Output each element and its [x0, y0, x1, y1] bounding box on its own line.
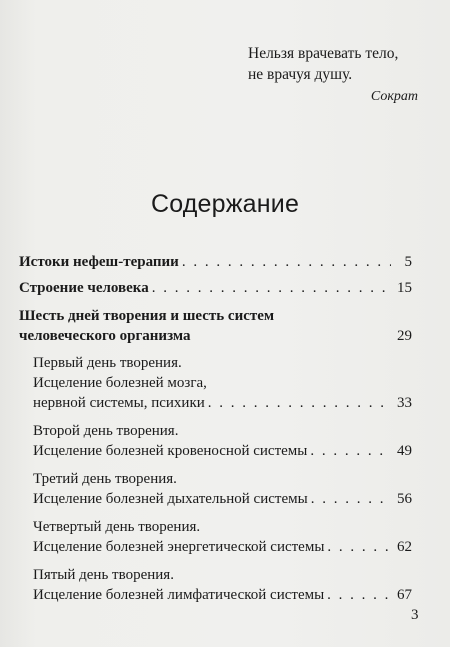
toc-page-number: 49 — [397, 443, 412, 459]
toc-entry-title: человеческого организма — [19, 328, 191, 344]
toc-entry-day-two[interactable] — [19, 421, 412, 461]
toc-page-number: 33 — [397, 395, 412, 411]
toc-entry-origins[interactable] — [19, 252, 412, 272]
toc-entry-day-three[interactable] — [19, 469, 412, 509]
epigraph-line-2: не врачуя душу. — [248, 66, 353, 83]
contents-heading: Содержание — [150, 190, 300, 218]
toc-entry-title-line: Третий день творения. — [33, 471, 177, 487]
toc-entry-title: Исцеление болезней кровеносной системы — [33, 443, 308, 459]
epigraph-line-1: Нельзя врачевать тело, — [248, 45, 399, 62]
toc-leader-dots — [152, 278, 391, 298]
toc-page-number: 5 — [404, 254, 412, 270]
toc-page-number: 62 — [397, 539, 412, 555]
toc-page-number: 29 — [397, 328, 412, 344]
toc-entry-title: Истоки нефеш-терапии — [19, 254, 179, 270]
toc-entry-title: Исцеление болезней лимфатической системы — [33, 587, 325, 603]
toc-entry-title: нервной системы, психики — [33, 395, 205, 411]
toc-entry-title: Исцеление болезней энергетической системы — [33, 539, 325, 555]
toc-leader-dots — [208, 393, 391, 413]
toc-entry-title-line: Второй день творения. — [33, 423, 179, 439]
toc-entry-human-structure[interactable] — [19, 278, 412, 298]
toc-page-number: 15 — [397, 280, 412, 296]
toc-page-number: 56 — [397, 491, 412, 507]
toc-entry-title-line: Четвертый день творения. — [33, 519, 201, 535]
toc-leader-dots — [310, 441, 391, 461]
epigraph-author: Сократ — [370, 89, 418, 104]
table-of-contents — [19, 252, 412, 605]
toc-entry-title: Строение человека — [19, 280, 149, 296]
toc-page-number: 67 — [397, 587, 412, 603]
toc-entry-title-line: Шесть дней творения и шесть систем — [19, 308, 275, 324]
toc-entry-title-line: Первый день творения. — [33, 355, 182, 371]
toc-leader-dots — [311, 489, 391, 509]
toc-leader-dots — [327, 537, 391, 557]
toc-entry-six-days[interactable] — [19, 306, 412, 346]
toc-entry-title-line: Пятый день творения. — [33, 567, 174, 583]
toc-leader-dots — [327, 585, 391, 605]
epigraph — [248, 43, 428, 107]
toc-entry-title-line: Исцеление болезней мозга, — [33, 375, 207, 391]
toc-entry-title: Исцеление болезней дыхательной системы — [33, 491, 308, 507]
toc-entry-day-four[interactable] — [19, 517, 412, 557]
page-number: 3 — [411, 607, 419, 623]
toc-leader-dots — [182, 252, 391, 272]
toc-entry-day-one[interactable] — [19, 353, 412, 413]
toc-entry-day-five[interactable] — [19, 565, 412, 605]
